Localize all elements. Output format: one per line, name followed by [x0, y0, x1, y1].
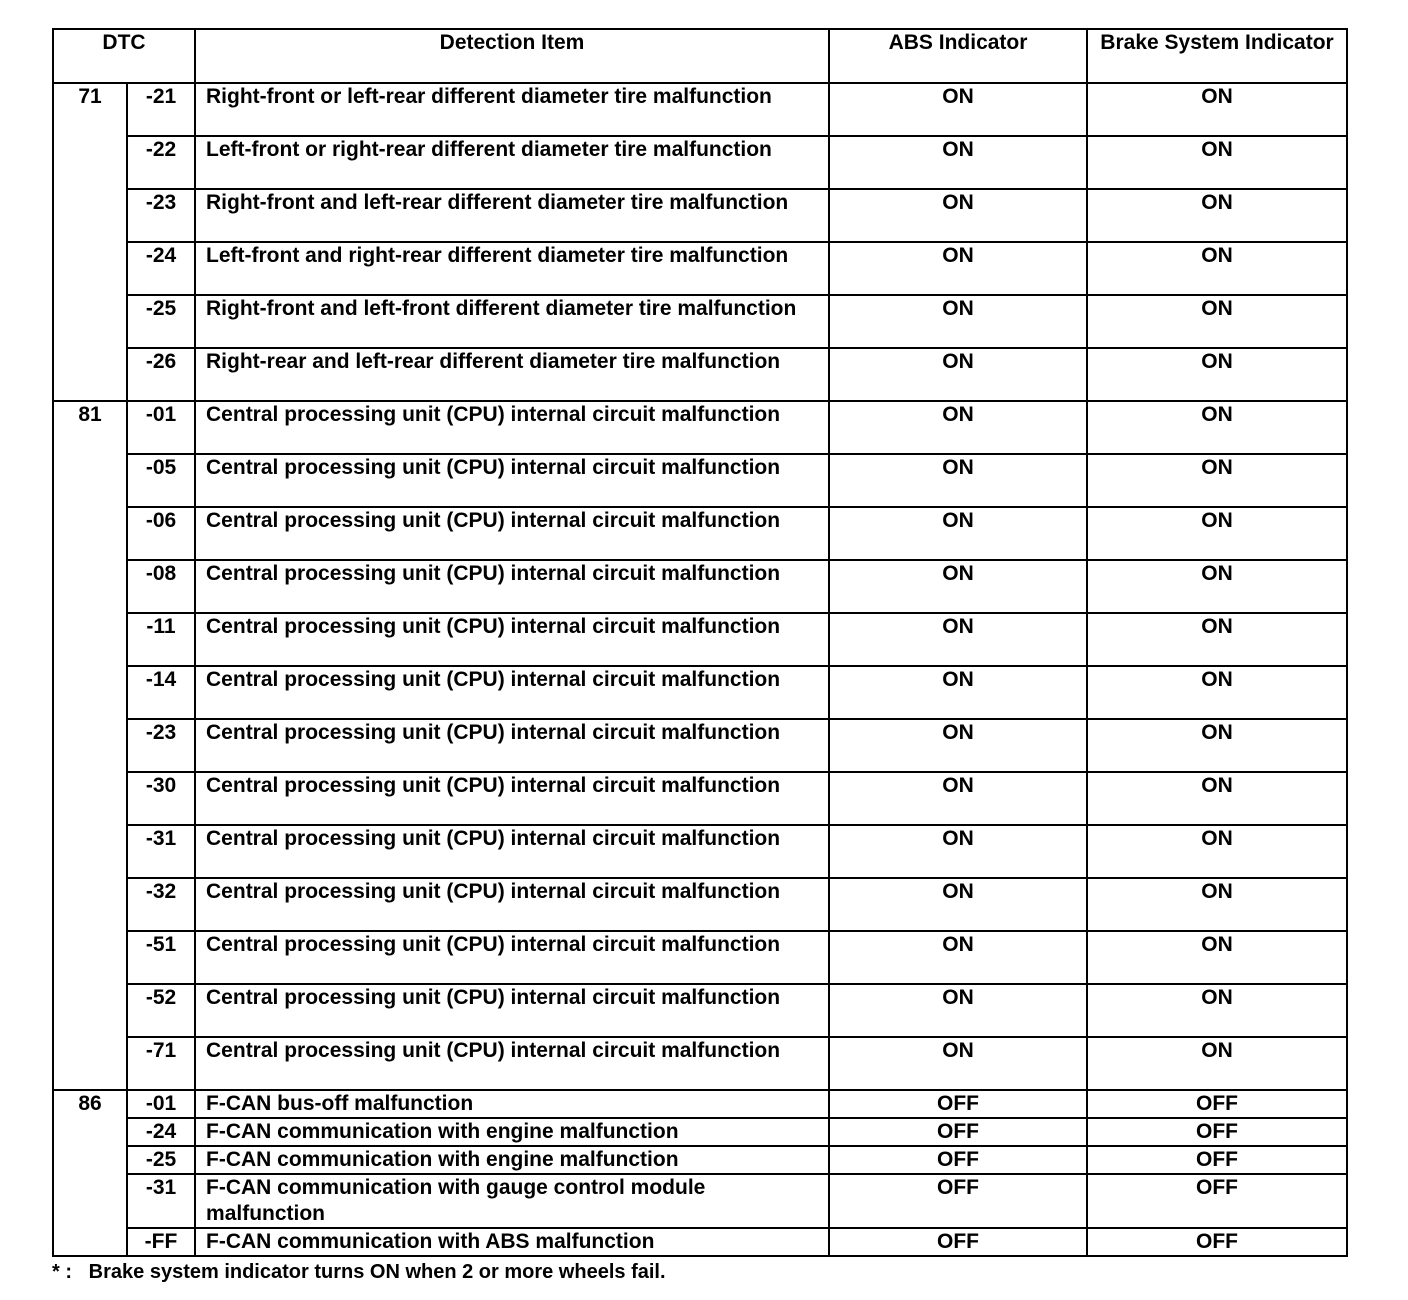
- brake-indicator-status: ON: [1087, 1037, 1347, 1090]
- table-row: [53, 719, 1347, 772]
- table-body: [53, 83, 1347, 1256]
- brake-indicator-status: ON: [1087, 878, 1347, 931]
- brake-indicator-status: ON: [1087, 136, 1347, 189]
- detection-item: F-CAN communication with engine malfunction: [195, 1118, 829, 1146]
- brake-indicator-status: ON: [1087, 825, 1347, 878]
- abs-indicator-status: ON: [829, 401, 1087, 454]
- brake-indicator-status: OFF: [1087, 1118, 1347, 1146]
- detection-item: Right-front and left-rear different diameter tire malfunction: [195, 189, 829, 242]
- table-row: [53, 189, 1347, 242]
- detection-item: Left-front or right-rear different diameter tire malfunction: [195, 136, 829, 189]
- abs-indicator-status: ON: [829, 984, 1087, 1037]
- header-dtc: DTC: [53, 29, 195, 83]
- detection-item: Central processing unit (CPU) internal circuit malfunction: [195, 719, 829, 772]
- brake-indicator-status: ON: [1087, 613, 1347, 666]
- detection-item: Right-rear and left-rear different diameter tire malfunction: [195, 348, 829, 401]
- detection-item: Left-front and right-rear different diameter tire malfunction: [195, 242, 829, 295]
- dtc-sub-code: -23: [127, 189, 195, 242]
- detection-item: Central processing unit (CPU) internal circuit malfunction: [195, 507, 829, 560]
- table-row: [53, 1037, 1347, 1090]
- brake-indicator-status: ON: [1087, 242, 1347, 295]
- table-row: [53, 931, 1347, 984]
- abs-indicator-status: ON: [829, 242, 1087, 295]
- abs-indicator-status: ON: [829, 560, 1087, 613]
- abs-indicator-status: ON: [829, 454, 1087, 507]
- detection-item: Central processing unit (CPU) internal circuit malfunction: [195, 878, 829, 931]
- header-row: [53, 29, 1347, 83]
- abs-indicator-status: ON: [829, 136, 1087, 189]
- dtc-main-code: 81: [53, 401, 127, 1090]
- table-row: [53, 295, 1347, 348]
- abs-indicator-status: OFF: [829, 1118, 1087, 1146]
- detection-item: Central processing unit (CPU) internal circuit malfunction: [195, 401, 829, 454]
- abs-indicator-status: ON: [829, 772, 1087, 825]
- table-row: [53, 136, 1347, 189]
- dtc-sub-code: -14: [127, 666, 195, 719]
- dtc-sub-code: -31: [127, 825, 195, 878]
- brake-indicator-status: ON: [1087, 719, 1347, 772]
- brake-indicator-status: ON: [1087, 984, 1347, 1037]
- detection-item: Central processing unit (CPU) internal circuit malfunction: [195, 613, 829, 666]
- detection-item: Central processing unit (CPU) internal circuit malfunction: [195, 772, 829, 825]
- dtc-sub-code: -08: [127, 560, 195, 613]
- brake-indicator-status: ON: [1087, 348, 1347, 401]
- brake-indicator-status: ON: [1087, 772, 1347, 825]
- dtc-sub-code: -21: [127, 83, 195, 136]
- abs-indicator-status: ON: [829, 1037, 1087, 1090]
- table-row: [53, 454, 1347, 507]
- table-row: [53, 613, 1347, 666]
- header-brake-system-indicator: Brake System Indicator: [1087, 29, 1347, 83]
- abs-indicator-status: ON: [829, 719, 1087, 772]
- brake-indicator-status: OFF: [1087, 1174, 1347, 1228]
- brake-indicator-status: ON: [1087, 666, 1347, 719]
- abs-indicator-status: ON: [829, 83, 1087, 136]
- dtc-sub-code: -30: [127, 772, 195, 825]
- dtc-main-code: 71: [53, 83, 127, 401]
- detection-item: Right-front and left-front different diameter tire malfunction: [195, 295, 829, 348]
- detection-item: Central processing unit (CPU) internal circuit malfunction: [195, 666, 829, 719]
- brake-indicator-status: ON: [1087, 401, 1347, 454]
- brake-indicator-status: ON: [1087, 189, 1347, 242]
- table-row: [53, 83, 1347, 136]
- brake-indicator-status: ON: [1087, 83, 1347, 136]
- detection-item: Right-front or left-rear different diameter tire malfunction: [195, 83, 829, 136]
- table-row: [53, 878, 1347, 931]
- detection-item: Central processing unit (CPU) internal circuit malfunction: [195, 454, 829, 507]
- table-row: [53, 348, 1347, 401]
- dtc-sub-code: -05: [127, 454, 195, 507]
- dtc-sub-code: -FF: [127, 1228, 195, 1256]
- dtc-sub-code: -26: [127, 348, 195, 401]
- brake-indicator-status: OFF: [1087, 1146, 1347, 1174]
- table-row: [53, 666, 1347, 719]
- detection-item: F-CAN bus-off malfunction: [195, 1090, 829, 1118]
- table-row: [53, 507, 1347, 560]
- abs-indicator-status: OFF: [829, 1228, 1087, 1256]
- table-row: [53, 772, 1347, 825]
- table-row: [53, 401, 1347, 454]
- dtc-sub-code: -52: [127, 984, 195, 1037]
- brake-indicator-status: ON: [1087, 931, 1347, 984]
- dtc-sub-code: -25: [127, 1146, 195, 1174]
- dtc-sub-code: -25: [127, 295, 195, 348]
- abs-indicator-status: ON: [829, 189, 1087, 242]
- detection-item: F-CAN communication with engine malfunction: [195, 1146, 829, 1174]
- table-row: [53, 825, 1347, 878]
- dtc-sub-code: -22: [127, 136, 195, 189]
- dtc-sub-code: -11: [127, 613, 195, 666]
- brake-indicator-status: OFF: [1087, 1090, 1347, 1118]
- table-row: [53, 1146, 1347, 1174]
- brake-indicator-status: ON: [1087, 507, 1347, 560]
- table-row: [53, 1118, 1347, 1146]
- dtc-sub-code: -01: [127, 401, 195, 454]
- abs-indicator-status: OFF: [829, 1146, 1087, 1174]
- dtc-table: [52, 28, 1348, 1257]
- table-row: [53, 1090, 1347, 1118]
- table-row: [53, 1174, 1347, 1228]
- table-row: [53, 560, 1347, 613]
- brake-indicator-status: OFF: [1087, 1228, 1347, 1256]
- dtc-sub-code: -06: [127, 507, 195, 560]
- brake-indicator-status: ON: [1087, 454, 1347, 507]
- dtc-sub-code: -24: [127, 242, 195, 295]
- detection-item: Central processing unit (CPU) internal circuit malfunction: [195, 825, 829, 878]
- abs-indicator-status: OFF: [829, 1174, 1087, 1228]
- abs-indicator-status: ON: [829, 295, 1087, 348]
- dtc-sub-code: -31: [127, 1174, 195, 1228]
- dtc-sub-code: -71: [127, 1037, 195, 1090]
- detection-item: F-CAN communication with ABS malfunction: [195, 1228, 829, 1256]
- abs-indicator-status: OFF: [829, 1090, 1087, 1118]
- abs-indicator-status: ON: [829, 507, 1087, 560]
- abs-indicator-status: ON: [829, 931, 1087, 984]
- detection-item: F-CAN communication with gauge control module malfunction: [195, 1174, 829, 1228]
- abs-indicator-status: ON: [829, 825, 1087, 878]
- detection-item: Central processing unit (CPU) internal circuit malfunction: [195, 931, 829, 984]
- detection-item: Central processing unit (CPU) internal circuit malfunction: [195, 984, 829, 1037]
- detection-item: Central processing unit (CPU) internal circuit malfunction: [195, 1037, 829, 1090]
- dtc-sub-code: -01: [127, 1090, 195, 1118]
- dtc-sub-code: -23: [127, 719, 195, 772]
- brake-indicator-status: ON: [1087, 295, 1347, 348]
- brake-indicator-status: ON: [1087, 560, 1347, 613]
- table-row: [53, 984, 1347, 1037]
- abs-indicator-status: ON: [829, 878, 1087, 931]
- dtc-sub-code: -51: [127, 931, 195, 984]
- table-row: [53, 1228, 1347, 1256]
- abs-indicator-status: ON: [829, 348, 1087, 401]
- abs-indicator-status: ON: [829, 666, 1087, 719]
- detection-item: Central processing unit (CPU) internal circuit malfunction: [195, 560, 829, 613]
- dtc-sub-code: -24: [127, 1118, 195, 1146]
- dtc-sub-code: -32: [127, 878, 195, 931]
- table-row: [53, 242, 1347, 295]
- abs-indicator-status: ON: [829, 613, 1087, 666]
- footnote: * : Brake system indicator turns ON when 2 or more wheels fail.: [52, 1261, 666, 1283]
- dtc-main-code: 86: [53, 1090, 127, 1256]
- header-detection-item: Detection Item: [195, 29, 829, 83]
- header-abs-indicator: ABS Indicator: [829, 29, 1087, 83]
